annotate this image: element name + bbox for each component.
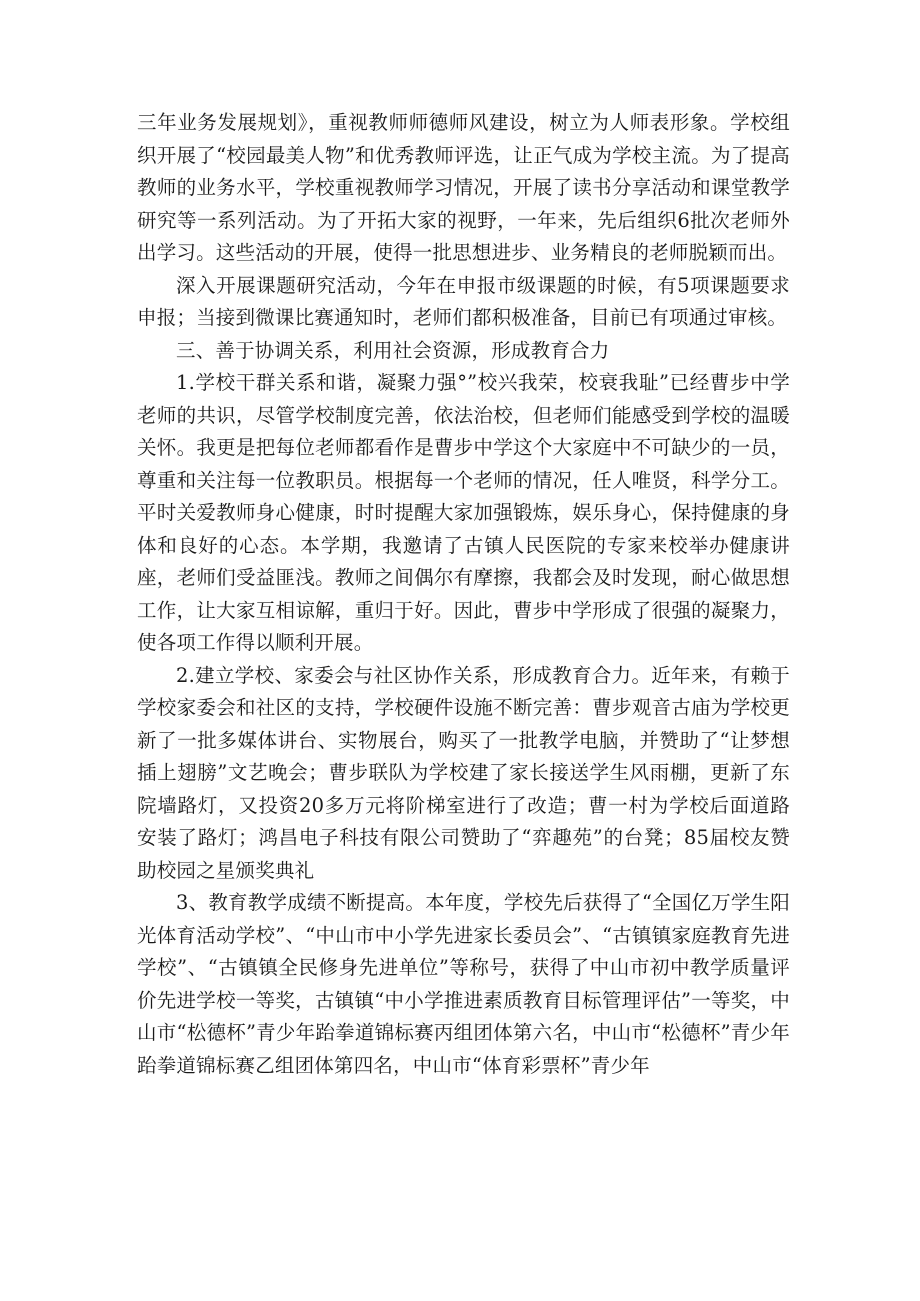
paragraph-item-2: 2.建立学校、家委会与社区协作关系，形成教育合力。近年来，有赖于学校家委会和社区的支持，学校硬件设施不断完善：曹步观音古庙为学校更新了一批多媒体讲台、实物展台，购买了一批教学电脑，并赞助了“让梦想插上翅膀”文艺晚会；曹步联队为学校建了家长接送学生风雨棚，更新了东院墙路灯，又投资20多万元将阶梯室进行了改造；曹一村为学校后面道路安装了路灯；鸿昌电子科技有限公司赞助了“弈趣苑”的台凳；85届校友赞助校园之星颁奖典礼 — [137, 663, 790, 882]
paragraph-research: 深入开展课题研究活动，今年在申报市级课题的时候，有5项课题要求申报；当接到微课比赛通知时，老师们都积极准备，目前已有项通过审核。 — [137, 273, 790, 329]
paragraph-continuation: 三年业务发展规划》，重视教师师德师风建设，树立为人师表形象。学校组织开展了“校园最美人物”和优秀教师评选，让正气成为学校主流。为了提高教师的业务水平，学校重视教师学习情况，开展了读书分享活动和课堂教学研究等一系列活动。为了开拓大家的视野，一年来，先后组织6批次老师外出学习。这些活动的开展，使得一批思想进步、业务精良的老师脱颖而出。 — [137, 111, 790, 264]
paragraph-item-3: 3、教育教学成绩不断提高。本年度，学校先后获得了“全国亿万学生阳光体育活动学校”、“中山市中小学先进家长委员会”、“古镇镇家庭教育先进学校”、“古镇镇全民修身先进单位”等称号，获得了中山市初中教学质量评价先进学校一等奖，古镇镇“中小学推进素质教育目标管理评估”一等奖，中山市“松德杯”青少年跆拳道锦标赛丙组团体第六名，中山市“松德杯”青少年跆拳道锦标赛乙组团体第四名，中山市“体育彩票杯”青少年 — [137, 891, 790, 1077]
document-body — [137, 107, 790, 1082]
paragraph-item-1: 1.学校干群关系和谐，凝聚力强°”校兴我荣，校衰我耻”已经曹步中学老师的共识，尽管学校制度完善，依法治校，但老师们能感受到学校的温暖关怀。我更是把每位老师都看作是曹步中学这个大家庭中不可缺少的一员，尊重和关注每一位教职员。根据每一个老师的情况，任人唯贤，科学分工。平时关爱教师身心健康，时时提醒大家加强锻炼，娱乐身心，保持健康的身体和良好的心态。本学期，我邀请了古镇人民医院的专家来校举办健康讲座，老师们受益匪浅。教师之间偶尔有摩擦，我都会及时发现，耐心做思想工作，让大家互相谅解，重归于好。因此，曹步中学形成了很强的凝聚力，使各项工作得以顺利开展。 — [137, 371, 790, 654]
section-heading-three: 三、善于协调关系，利用社会资源，形成教育合力 — [176, 338, 610, 362]
